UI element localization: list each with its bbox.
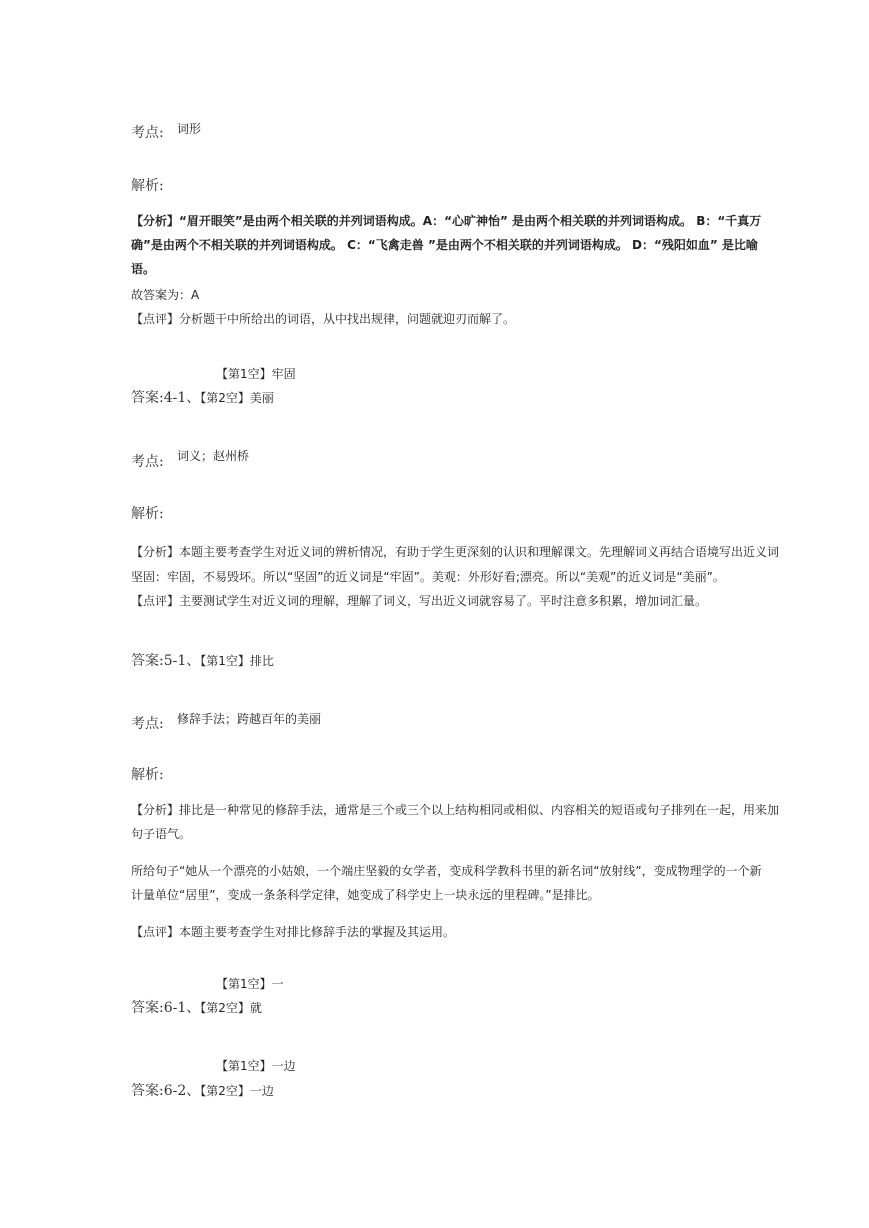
blank-6-2-1: 【第1空】一边 [216,1059,296,1073]
kaodian-value-3: 修辞手法；跨越百年的美丽 [177,712,322,726]
blank-6-2-2: 【第2空】一边 [200,1084,274,1098]
jiexi-label-3: 解析: [131,767,164,783]
kaodian-value-2: 词义；赵州桥 [177,449,250,463]
blank-6-1-1: 【第1空】一 [216,977,284,991]
analysis-3-line-1: 【分析】排比是一种常见的修辞手法，通常是三个或三个以上结构相同或相似、内容相关的短语或句子排列在一起，用来加 [131,803,780,817]
blank-4-1-1: 【第1空】牢固 [216,367,296,381]
comment-line-1: 【点评】分析题干中所给出的词语，从中找出规律，问题就迎刃而解了。 [131,312,516,326]
kaodian-label-2: 考点: [131,454,164,470]
analysis-3-line-3: 所给句子“她从一个漂亮的小姑娘，一个端庄坚毅的女学者，变成科学教科书里的新名词“放射线”，变成物理学的一个新 [131,864,762,878]
analysis-1-line-2: 确”是由两个不相关联的并列词语构成。 C：“飞禽走兽 ”是由两个不相关联的并列词语构成。 D：“残阳如血” 是比喻 [131,238,758,252]
answer-id: 4-1、 [163,390,201,406]
answer-label: 答案: [131,1000,164,1016]
blank-6-1-2: 【第2空】就 [200,1001,262,1015]
answer-row-4-1 [131,387,274,407]
answer-id: 6-1、 [163,1000,201,1016]
comment-line-3: 【点评】本题主要考查学生对排比修辞手法的掌握及其运用。 [131,925,456,939]
answer-row-6-2 [131,1080,274,1100]
answer-label: 答案: [131,1083,164,1099]
blank-4-1-2: 【第2空】美丽 [200,391,274,405]
kaodian-value-1: 词形 [177,122,202,136]
blank-5-1-1: 【第1空】排比 [200,654,274,668]
analysis-3-line-4: 计量单位“居里”，变成一条条科学定律，她变成了科学史上一块永远的里程碑。”是排比。 [131,888,600,902]
analysis-1-line-3: 语。 [131,262,156,276]
jiexi-label-1: 解析: [131,178,164,194]
answer-label: 答案: [131,653,164,669]
kaodian-label-3: 考点: [131,716,164,732]
comment-line-2: 【点评】主要测试学生对近义词的理解，理解了词义，写出近义词就容易了。平时注意多积累，增加词汇量。 [131,594,708,608]
kaodian-label-1: 考点: [131,125,164,141]
analysis-3-line-2: 句子语气。 [131,827,192,841]
answer-id: 6-2、 [163,1083,201,1099]
answer-id: 5-1、 [163,653,201,669]
answer-row-5-1 [131,650,274,670]
answer-label: 答案: [131,390,164,406]
analysis-1-line-1: 【分析】“眉开眼笑”是由两个相关联的并列词语构成。A：“心旷神怡” 是由两个相关联的并列词语构成。 B：“千真万 [131,214,762,228]
answer-line-1: 故答案为：A [131,288,200,302]
analysis-2-line-2: 坚固：牢固，不易毁坏。所以“坚固”的近义词是“牢固”。美观：外形好看;漂亮。所以“美观”的近义词是“美丽”。 [131,570,725,584]
analysis-2-line-1: 【分析】本题主要考查学生对近义词的辨析情况，有助于学生更深刻的认识和理解课文。先理解词义再结合语境写出近义词 [131,545,780,559]
jiexi-label-2: 解析: [131,506,164,522]
answer-row-6-1 [131,997,262,1017]
